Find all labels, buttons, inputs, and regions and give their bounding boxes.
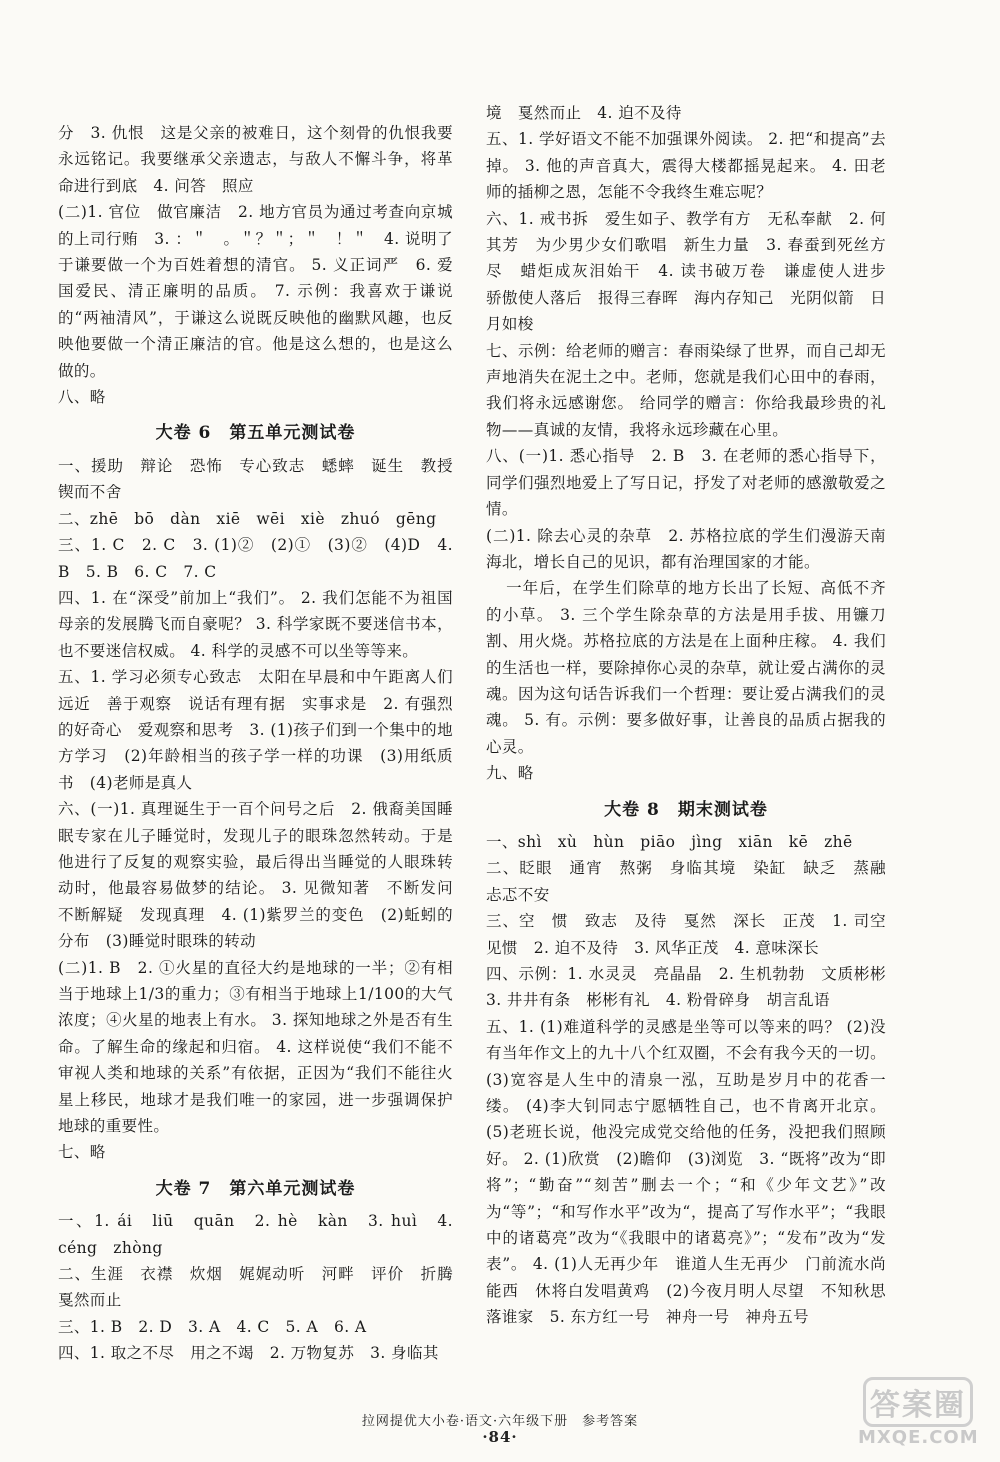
answer-paragraph: 一、1. ái liū quān 2. hè kàn 3. huì 4. céng zhòng <box>58 1212 453 1257</box>
answer-paragraph: 三、1. C 2. C 3. (1)② (2)① (3)② (4)D 4. B 5. B 6. C 7. C <box>58 536 453 581</box>
answer-paragraph: 四、示例：1. 水灵灵 亮晶晶 2. 生机勃勃 文质彬彬 3. 井井有条 彬彬有礼 4. 粉骨碎身 胡言乱语 <box>486 965 902 1010</box>
answer-paragraph: 五、1. 学习必须专心致志 太阳在早晨和中午距离人们远近 善于观察 说话有理有据 实事求是 2. 有强烈的好奇心 爱观察和思考 3. (1)孩子们到一个集中的地方学习 (2)年龄相当的孩子学一样的功课 (3)用纸质书 (4)老师是真人 <box>58 668 453 792</box>
answer-paragraph: 六、1. 戒书拆 爱生如子、教学有方 无私奉献 2. 何其芳 为少男少女们歌唱 新生力量 3. 春蚕到死丝方尽 蜡炬成灰泪始干 4. 读书破万卷 谦虚使人进步 骄傲使人落后 报得三春晖 海内存知己 光阴似箭 日月如梭 <box>486 209 902 334</box>
answer-paragraph: (二)1. 官位 做官廉洁 2. 地方官员为通过考查向京城的上司行贿 3. ：＂ 。＂？＂；＂ ！＂ 4. 说明了于谦要做一个为百姓着想的清官。 5. 义正词严 6. 爱国爱民、清正廉明的品质。 7. 示例：我喜欢于谦说的“两袖清风”，于谦这么说既反映他的幽默风趣，也反映他要做一个清正廉洁的官。他是这么想的，也是这么做的。 <box>58 203 453 380</box>
answer-paragraph: 一年后，在学生们除草的地方长出了长短、高低不齐的小草。 3. 三个学生除杂草的方法是用手拔、用镰刀割、用火烧。苏格拉底的方法是在上面种庄稼。 4. 我们的生活也一样，要除掉你心灵的杂草，就让爱占满你的灵魂。因为这句话告诉我们一个哲理：要让爱占满我们的灵魂。 5. 有。示例：要多做好事，让善良的品质占据我的心灵。 <box>486 579 886 756</box>
answer-paragraph: 五、1. (1)难道科学的灵感是坐等可以等来的吗？ (2)没有当年作文上的九十八个红双圈，不会有我今天的一切。 (3)宽容是人生中的清泉一泓，互助是岁月中的花香一缕。 (4)李大钊同志宁愿牺牲自己，也不肯离开北京。 (5)老班长说，他没完成党交给他的任务，没把我们照顾好。 2. (1)欣赏 (2)瞻仰 (3)浏览 3. “既将”改为“即将”；“勤奋”“刻苦”删去一个；“和《少年文艺》”改为“等”；“和写作水平”改为“，提高了写作水平”；“我眼中的诸葛亮”改为“《我眼中的诸葛亮》”；“发布”改为“发表”。 4. (1)人无再少年 谁道人生无再少 门前流水尚能西 休将白发唱黄鸡 (2)今夜月明人尽望 不知秋思落谁家 5. 东方红一号 神舟一号 神舟五号 <box>486 1017 886 1327</box>
answer-paragraph: 八、略 <box>58 388 106 407</box>
answer-paragraph: 境 戛然而止 4. 迫不及待 <box>486 104 682 122</box>
watermark-logo: 答案圈 <box>863 1377 973 1427</box>
watermark-url: MXQE.COM <box>858 1427 979 1448</box>
answer-paragraph: 一、shì xù hùn piāo jìng xiān kē zhē <box>486 832 853 851</box>
section-heading: 大卷 6 第五单元测试卷 <box>155 423 356 444</box>
answer-paragraph: 九、略 <box>486 764 534 783</box>
section-heading: 大卷 7 第六单元测试卷 <box>155 1178 356 1199</box>
section-heading: 大卷 8 期末测试卷 <box>604 799 768 820</box>
answer-paragraph: 分 3. 仇恨 这是父亲的被难日，这个刻骨的仇恨我要永远铭记。我要继承父亲遗志，与敌人不懈斗争，将革命进行到底 4. 问答 照应 <box>58 124 453 195</box>
answer-paragraph: 二、生涯 衣襟 炊烟 娓娓动听 河畔 评价 折腾 戛然而止 <box>58 1265 469 1310</box>
answer-paragraph: 四、1. 取之不尽 用之不竭 2. 万物复苏 3. 身临其 <box>58 1344 439 1363</box>
answer-paragraph: 三、1. B 2. D 3. A 4. C 5. A 6. A <box>58 1317 367 1336</box>
answer-paragraph: 七、示例：给老师的赠言：春雨染绿了世界，而自己却无声地消失在泥土之中。老师，您就是我们心田中的春雨，我们将永远感谢您。 给同学的赠言：你给我最珍贵的礼物——真诚的友情，我将永远珍藏在心里。 <box>486 341 886 439</box>
answer-paragraph: 七、略 <box>58 1143 106 1162</box>
answer-paragraph: 五、1. 学好语文不能不加强课外阅读。 2. 把“和提高”去掉。 3. 他的声音真大，震得大楼都摇晃起来。 4. 田老师的插柳之恩，怎能不令我终生难忘呢？ <box>486 130 886 202</box>
answer-paragraph: 六、(一)1. 真理诞生于一百个问号之后 2. 俄裔美国睡眠专家在儿子睡觉时，发现儿子的眼珠忽然转动。于是他进行了反复的观察实验，最后得出当睡觉的人眼珠转动时，他最容易做梦的结论。 3. 见微知著 不断发问 不断解疑 发现真理 4. (1)紫罗兰的变色 (2)蚯蚓的分布 (3)睡觉时眼珠的转动 <box>58 800 469 951</box>
answer-paragraph: 二、zhē bō dàn xiē wēi xiè zhuó gēng <box>58 509 437 528</box>
answer-paragraph: 八、(一)1. 悉心指导 2. B 3. 在老师的悉心指导下，同学们强烈地爱上了写日记，抒发了对老师的感激敬爱之情。 <box>486 447 886 519</box>
answer-paragraph: 二、眨眼 通宵 熬粥 身临其境 染缸 缺乏 蒸融 忐忑不安 <box>486 859 902 904</box>
answer-paragraph: (二)1. B 2. ①火星的直径大约是地球的一半；②有相当于地球上1/3的重力；③有相当于地球上1/100的大气浓度；④火星的地表上有水。 3. 探知地球之外是否有生命。了解生命的缘起和归宿。 4. 这样说使“我们不能不审视人类和地球的关系”有依据，正因为“我们不能往火星上移民，地球才是我们唯一的家园，进一步强调保护地球的重要性。 <box>58 958 453 1136</box>
answer-paragraph: 一、援助 辩论 恐怖 专心致志 蟋蟀 诞生 教授 锲而不舍 <box>58 456 469 502</box>
page-number: ·84· <box>482 1428 518 1446</box>
left-column <box>58 120 469 1367</box>
answer-paragraph: (二)1. 除去心灵的杂草 2. 苏格拉底的学生们漫游天南海北，增长自己的见识，都有治理国家的才能。 <box>486 526 886 571</box>
right-column <box>486 100 902 1331</box>
watermark <box>858 1377 978 1448</box>
answer-paragraph: 三、空 惯 致志 及待 戛然 深长 正茂 1. 司空见惯 2. 迫不及待 3. 风华正茂 4. 意味深长 <box>486 912 886 957</box>
answer-paragraph: 四、1. 在“深受”前加上“我们”。 2. 我们怎能不为祖国母亲的发展腾飞而自豪呢？ 3. 科学家既不要迷信书本，也不要迷信权威。 4. 科学的灵感不可以坐等等来。 <box>58 588 453 660</box>
footer-book-title: 拉网提优大小卷·语文·六年级下册 参考答案 <box>361 1414 639 1429</box>
